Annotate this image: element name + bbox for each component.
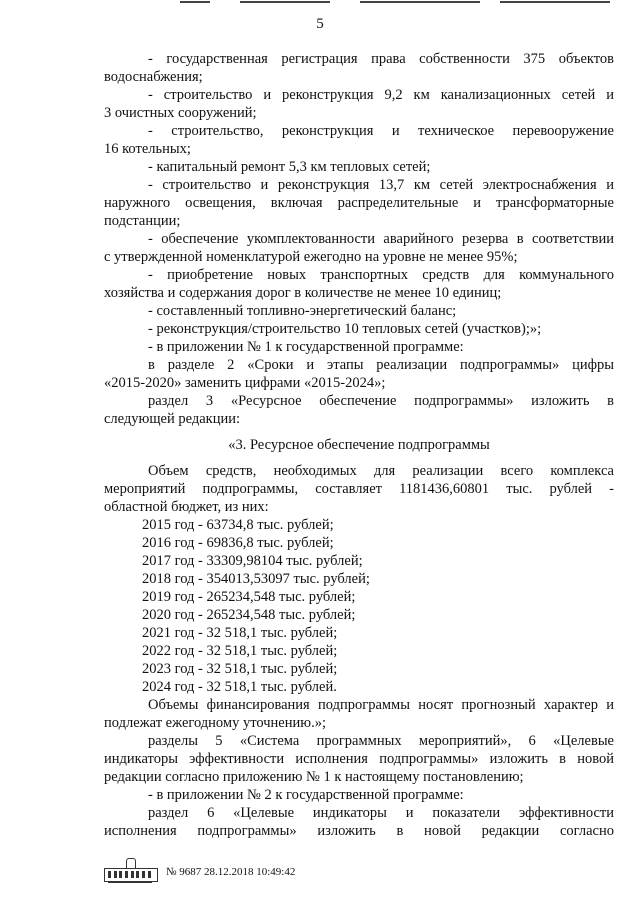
barcode-icon	[104, 868, 158, 882]
text-line: раздел 6 «Целевые индикаторы и показатели эффективности	[148, 805, 614, 821]
text-line: в разделе 2 «Сроки и этапы реализации подпрограммы» цифры	[148, 357, 614, 373]
year-funding-line: 2023 год - 32 518,1 тыс. рублей;	[142, 661, 338, 677]
text-line: мероприятий подпрограммы, составляет 1181436,60801 тыс. рублей -	[104, 481, 614, 497]
stamp-underline	[108, 882, 152, 883]
text-line: - государственная регистрация права собственности 375 объектов	[148, 51, 614, 67]
text-line: - реконструкция/строительство 10 тепловых сетей (участков);»;	[148, 321, 542, 337]
text-line: следующей редакции:	[104, 411, 241, 427]
year-funding-line: 2020 год - 265234,548 тыс. рублей;	[142, 607, 356, 623]
text-line: хозяйства и содержания дорог в количестве не менее 10 единиц;	[104, 285, 502, 301]
year-funding-line: 2015 год - 63734,8 тыс. рублей;	[142, 517, 334, 533]
text-line: - в приложении № 2 к государственной программе:	[148, 787, 464, 803]
year-funding-line: 2024 год - 32 518,1 тыс. рублей.	[142, 679, 337, 695]
text-line: подлежат ежегодному уточнению.»;	[104, 715, 326, 731]
text-line: - составленный топливно-энергетический баланс;	[148, 303, 457, 319]
document-body	[104, 50, 614, 840]
text-line: - капитальный ремонт 5,3 км тепловых сетей;	[148, 159, 431, 175]
text-line: индикаторы эффективности исполнения подпрограммы» изложить в новой	[104, 751, 614, 767]
text-line: водоснабжения;	[104, 69, 203, 85]
year-funding-line: 2021 год - 32 518,1 тыс. рублей;	[142, 625, 338, 641]
text-line: 3 очистных сооружений;	[104, 105, 257, 121]
year-funding-line: 2022 год - 32 518,1 тыс. рублей;	[142, 643, 338, 659]
text-line: областной бюджет, из них:	[104, 499, 269, 515]
text-line: - строительство и реконструкция 9,2 км канализационных сетей и	[148, 87, 614, 103]
text-line: редакции согласно приложению № 1 к настоящему постановлению;	[104, 769, 524, 785]
text-line: «2015-2020» заменить цифрами «2015-2024»;	[104, 375, 386, 391]
text-line: - приобретение новых транспортных средств для коммунального	[148, 267, 614, 283]
text-line: - строительство и реконструкция 13,7 км сетей электроснабжения и	[148, 177, 614, 193]
text-line: 16 котельных;	[104, 141, 191, 157]
scan-top-edge	[180, 0, 620, 6]
year-funding-line: 2018 год - 354013,53097 тыс. рублей;	[142, 571, 370, 587]
text-line: Объемы финансирования подпрограммы носят прогнозный характер и	[148, 697, 614, 713]
section-heading: «3. Ресурсное обеспечение подпрограммы	[228, 437, 490, 453]
text-line: раздел 3 «Ресурсное обеспечение подпрограммы» изложить в	[148, 393, 614, 409]
year-funding-line: 2017 год - 33309,98104 тыс. рублей;	[142, 553, 363, 569]
year-funding-line: 2016 год - 69836,8 тыс. рублей;	[142, 535, 334, 551]
text-line: - строительство, реконструкция и техническое перевооружение	[148, 123, 614, 139]
text-line: наружного освещения, включая распределительные и трансформаторные	[104, 195, 614, 211]
text-line: разделы 5 «Система программных мероприятий», 6 «Целевые	[148, 733, 614, 749]
year-funding-line: 2019 год - 265234,548 тыс. рублей;	[142, 589, 356, 605]
text-line: - в приложении № 1 к государственной программе:	[148, 339, 464, 355]
text-line: подстанции;	[104, 213, 181, 229]
text-line: с утвержденной номенклатурой ежегодно на уровне не менее 95%;	[104, 249, 518, 265]
page-number: 5	[316, 16, 324, 32]
text-line: Объем средств, необходимых для реализации всего комплекса	[148, 463, 614, 479]
text-line: исполнения подпрограммы» изложить в новой редакции согласно	[104, 823, 614, 839]
document-registration-code: № 9687 28.12.2018 10:49:42	[166, 866, 296, 878]
text-line: - обеспечение укомплектованности аварийного резерва в соответствии	[148, 231, 614, 247]
barcode-stamp	[104, 858, 156, 882]
